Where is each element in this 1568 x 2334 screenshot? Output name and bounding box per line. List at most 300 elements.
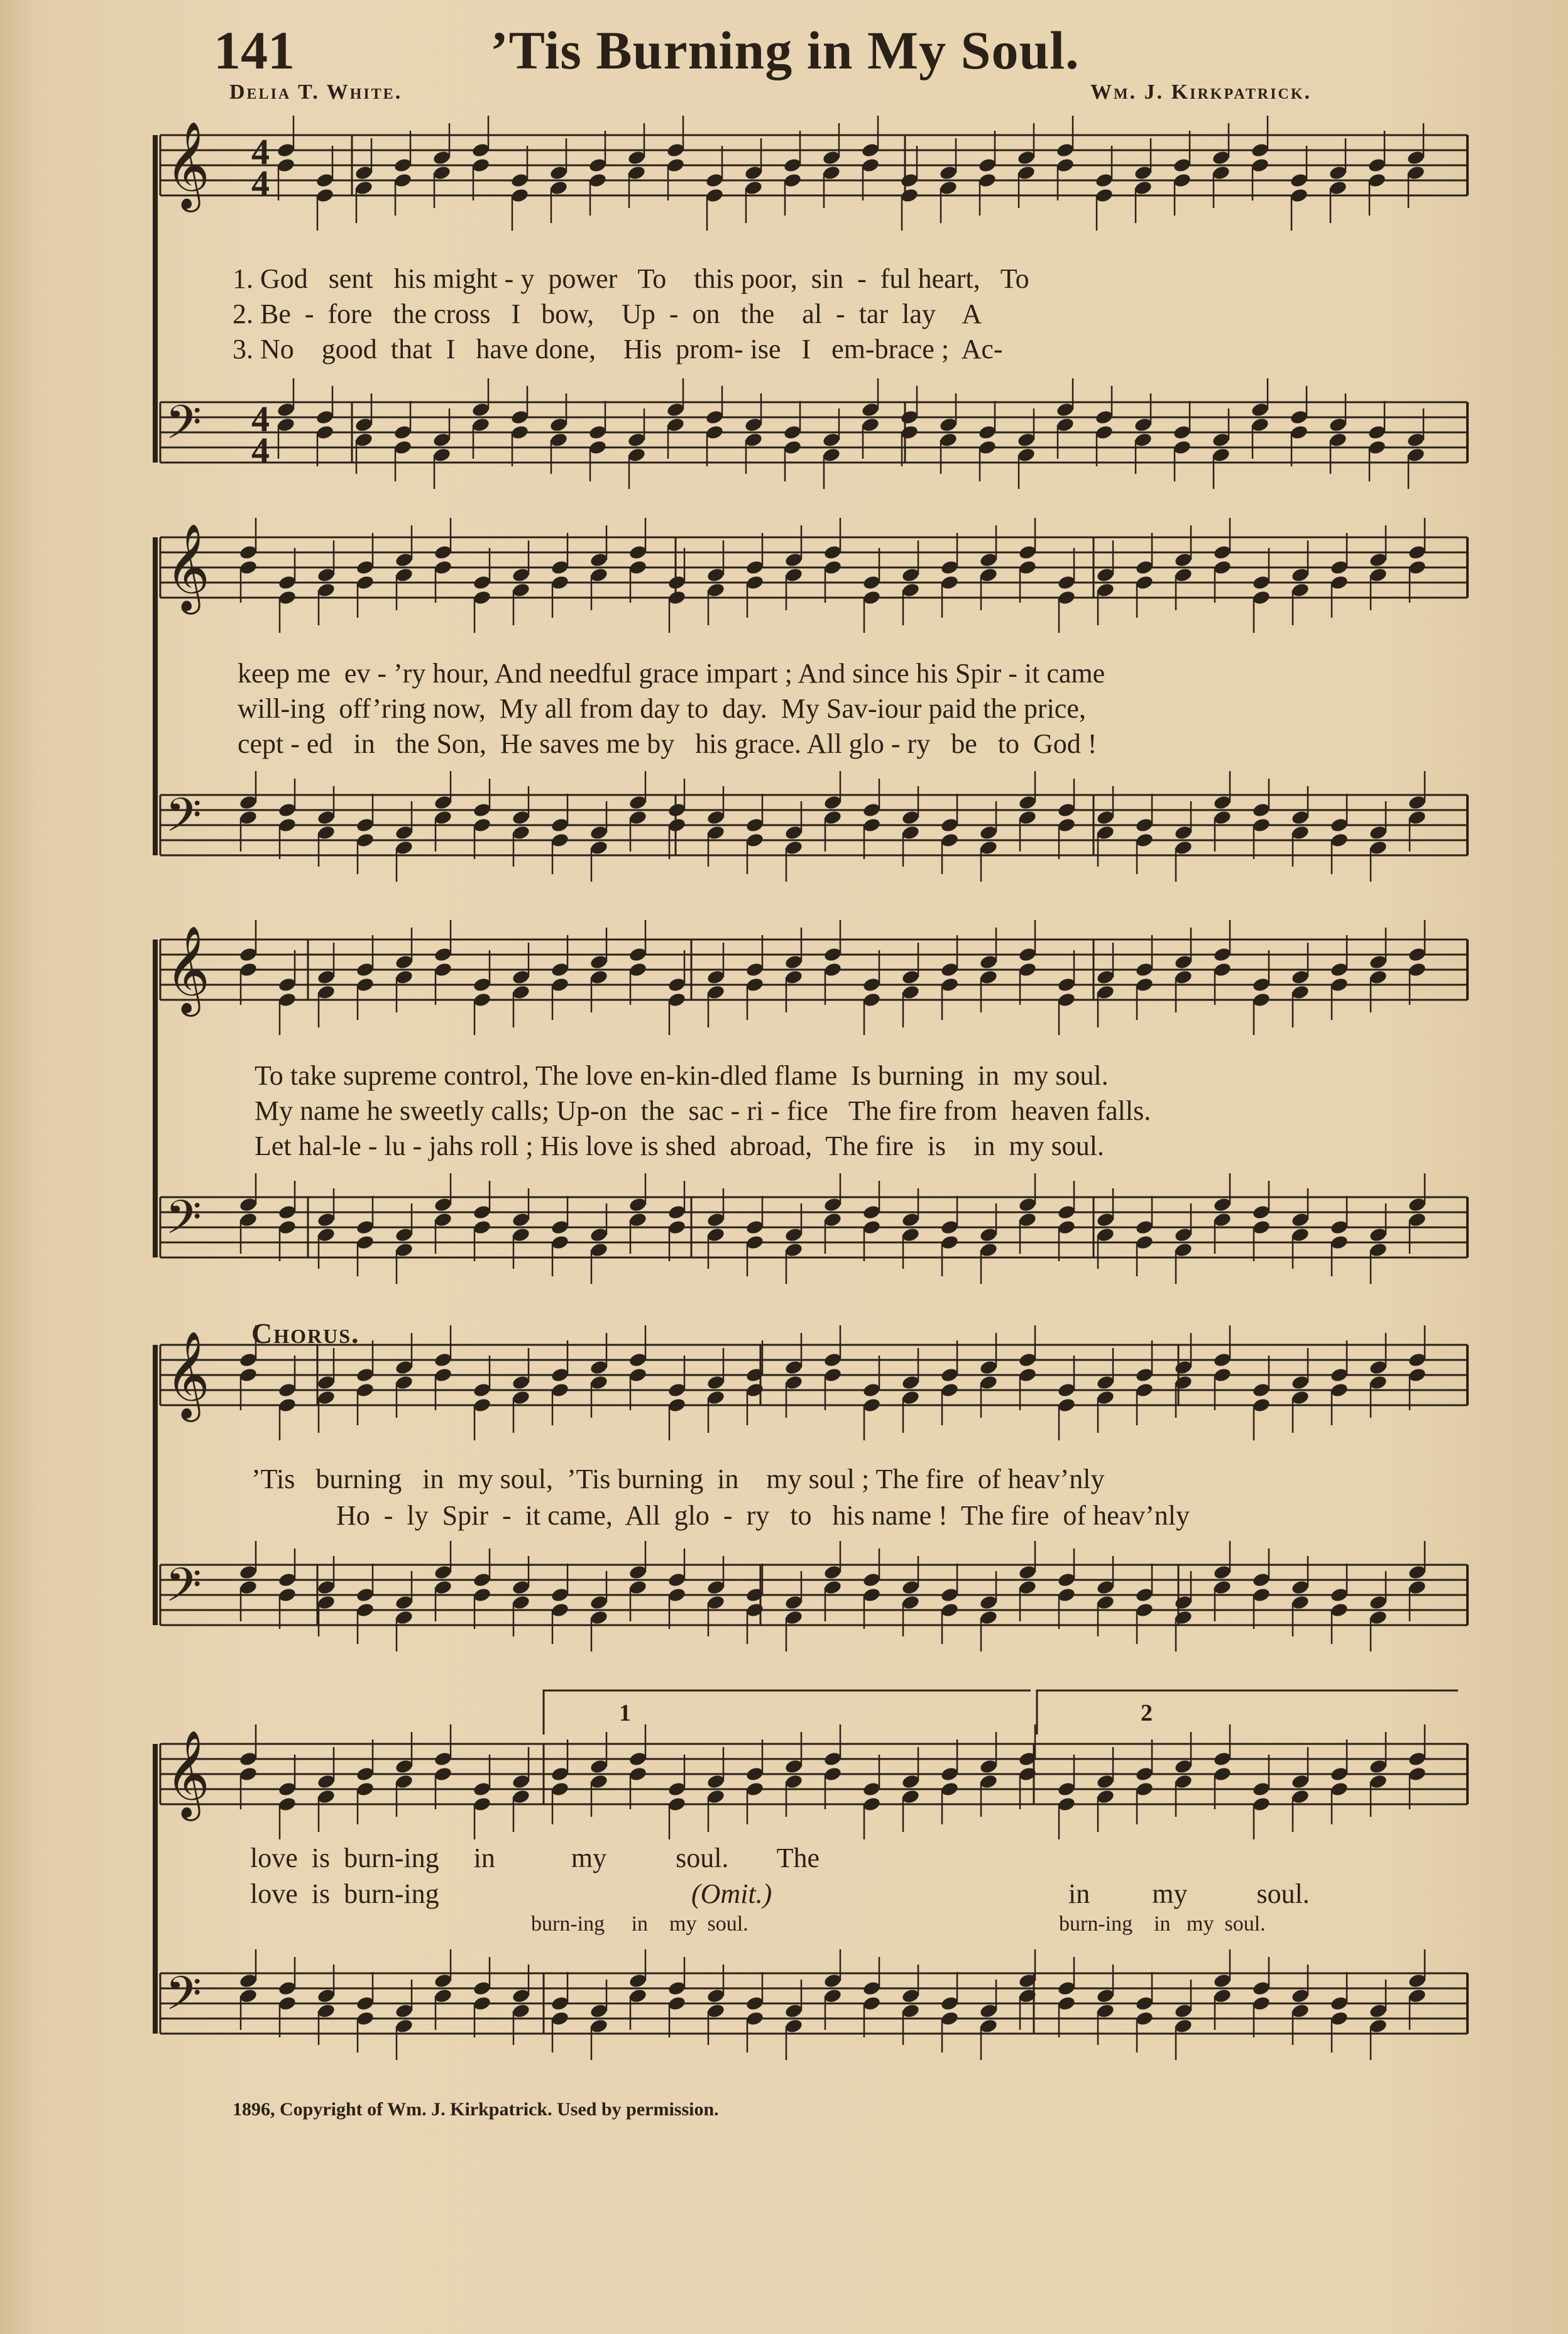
note-head [628, 544, 648, 561]
note-head [356, 2010, 375, 2027]
note-head [861, 142, 880, 158]
note-head [1096, 1374, 1116, 1391]
note-head [1017, 165, 1036, 181]
note-head [510, 172, 530, 189]
note-head [1017, 447, 1036, 463]
note-head [1096, 1227, 1116, 1243]
note-head [239, 1973, 258, 1989]
note-head [1330, 977, 1349, 993]
note-head [1135, 1219, 1154, 1235]
note-head [979, 1242, 999, 1258]
note-head [1252, 1397, 1271, 1413]
note-head [705, 409, 725, 425]
note-head [901, 1988, 921, 2004]
note-head [783, 424, 803, 441]
note-head [1057, 1587, 1077, 1603]
note-head [589, 567, 609, 583]
note-head [395, 969, 414, 985]
note-head [432, 165, 452, 181]
note-head [666, 402, 686, 418]
second-ending-words: in my soul. [1068, 1878, 1310, 1909]
note-head [551, 574, 570, 591]
note-head [356, 1587, 375, 1603]
chorus-label: Chorus. [251, 1317, 360, 1349]
note-head [473, 1980, 492, 1997]
note-head [1018, 544, 1038, 561]
note-head [1252, 1204, 1271, 1220]
note-head [1056, 402, 1075, 418]
note-head [317, 1212, 336, 1228]
note-head [940, 1234, 960, 1251]
note-head [356, 1602, 375, 1618]
note-head [979, 1773, 999, 1790]
note-head [1018, 794, 1038, 811]
note-head [549, 432, 569, 448]
note-head [1408, 1973, 1427, 1989]
note-head [395, 1242, 414, 1258]
note-head [979, 567, 999, 583]
bass-clef: 𝄢 [165, 1966, 202, 2032]
bass-clef: 𝄢 [165, 1190, 202, 1256]
note-head [277, 142, 296, 158]
note-head [784, 1773, 804, 1790]
note-head [1369, 825, 1388, 841]
note-head [317, 825, 336, 841]
note-head [1408, 1352, 1427, 1368]
note-head [395, 2003, 414, 2019]
note-head [432, 150, 452, 166]
note-head [1057, 1781, 1077, 1797]
note-head [356, 559, 375, 576]
note-head [823, 794, 843, 811]
final-line-b: love is burn-ing [250, 1878, 439, 1909]
note-head [1213, 1197, 1232, 1213]
note-head [1096, 825, 1116, 841]
note-head [1213, 1564, 1232, 1581]
note-head [589, 1374, 609, 1391]
note-head [551, 977, 570, 993]
note-head [784, 1758, 804, 1775]
note-head [356, 1367, 375, 1383]
note-head [1252, 1382, 1271, 1398]
note-head [551, 559, 570, 576]
note-head [667, 1382, 687, 1398]
note-head [1330, 817, 1349, 833]
note-head [512, 1212, 531, 1228]
note-head [627, 432, 647, 448]
note-head [589, 1773, 609, 1790]
note-head [706, 1227, 726, 1243]
note-head [434, 946, 453, 963]
note-head [512, 969, 531, 985]
note-head [627, 150, 647, 166]
note-head [395, 1374, 414, 1391]
note-head [979, 954, 999, 970]
note-head [1330, 1766, 1349, 1782]
note-head [1213, 794, 1232, 811]
note-head [705, 424, 725, 441]
note-head [940, 1766, 960, 1782]
note-head [512, 2003, 531, 2019]
note-head [784, 840, 804, 856]
note-head [901, 582, 921, 598]
note-head [434, 1212, 453, 1228]
note-head [862, 574, 882, 591]
note-head [434, 1988, 453, 2004]
note-head [1174, 969, 1193, 985]
note-head [1252, 1587, 1271, 1603]
note-head [1369, 552, 1388, 568]
note-head [1252, 1980, 1271, 1997]
treble-clef: 𝄞 [165, 1331, 210, 1418]
note-head [239, 559, 258, 576]
note-head [745, 817, 765, 833]
note-head [979, 1758, 999, 1775]
note-head [1369, 2003, 1388, 2019]
note-head [1096, 567, 1116, 583]
note-head [1330, 1587, 1349, 1603]
note-head [278, 1781, 297, 1797]
note-head [589, 1594, 609, 1611]
note-head [317, 1579, 336, 1596]
note-head [1135, 817, 1154, 833]
note-head [940, 1219, 960, 1235]
note-head [862, 817, 882, 833]
note-head [512, 809, 531, 826]
note-head [473, 1781, 492, 1797]
note-head [1408, 1751, 1427, 1767]
note-head [1330, 2010, 1349, 2027]
note-head [745, 1781, 765, 1797]
note-head [1369, 969, 1388, 985]
note-head [1017, 150, 1036, 166]
note-head [1369, 1773, 1388, 1790]
note-head [901, 809, 921, 826]
note-head [745, 1382, 765, 1398]
note-head [900, 409, 919, 425]
note-head [901, 969, 921, 985]
note-head [551, 1367, 570, 1383]
note-head [1291, 825, 1310, 841]
note-head [589, 1227, 609, 1243]
note-head [1135, 1382, 1154, 1398]
note-head [1174, 1773, 1193, 1790]
note-head [1291, 1789, 1310, 1805]
note-head [1252, 1995, 1271, 2012]
note-head [434, 1579, 453, 1596]
note-head [628, 1367, 648, 1383]
note-head [862, 1587, 882, 1603]
note-head [1213, 1352, 1232, 1368]
note-head [1134, 432, 1153, 448]
bass-clef: 𝄢 [165, 1558, 202, 1624]
note-head [1095, 424, 1114, 441]
note-head [1252, 802, 1271, 818]
note-head [627, 447, 647, 463]
note-head [239, 1988, 258, 2004]
note-head [551, 1995, 570, 2012]
note-head [1057, 1219, 1077, 1235]
note-head [317, 567, 336, 583]
note-head [551, 1219, 570, 1235]
note-head [979, 1227, 999, 1243]
note-head [784, 1609, 804, 1626]
note-head [1408, 962, 1427, 978]
note-head [356, 1781, 375, 1797]
treble-clef: 𝄞 [165, 523, 210, 611]
note-head [745, 1995, 765, 2012]
note-head [1291, 1212, 1310, 1228]
note-head [1213, 544, 1232, 561]
note-head [549, 180, 569, 196]
note-head [784, 954, 804, 970]
note-head [471, 417, 491, 433]
note-head [434, 1766, 453, 1782]
note-head [395, 840, 414, 856]
note-head [277, 417, 296, 433]
note-head [1135, 1234, 1154, 1251]
note-head [1252, 589, 1271, 606]
note-head [706, 582, 726, 598]
note-head [1135, 1367, 1154, 1383]
note-head [1057, 1382, 1077, 1398]
note-head [1329, 417, 1348, 433]
note-head [1408, 1988, 1427, 2004]
treble-clef: 𝄞 [165, 1730, 210, 1817]
note-head [940, 977, 960, 993]
note-head [1368, 439, 1387, 456]
note-head [1369, 1609, 1388, 1626]
note-head [589, 1758, 609, 1775]
note-head [783, 172, 803, 189]
note-head [1018, 962, 1038, 978]
note-head [317, 1389, 336, 1406]
note-head [1408, 794, 1427, 811]
hymn-title: ’Tis Burning in My Soul. [490, 20, 1080, 80]
note-head [1408, 559, 1427, 576]
note-head [667, 1781, 687, 1797]
note-head [354, 417, 374, 433]
note-head [667, 589, 687, 606]
final-line-a: love is burn-ing in my soul. The [250, 1843, 820, 1873]
note-head [667, 977, 687, 993]
note-head [1369, 1374, 1388, 1391]
note-head [939, 417, 958, 433]
note-head [862, 1204, 882, 1220]
note-head [784, 1374, 804, 1391]
note-head [278, 817, 297, 833]
note-head [706, 1374, 726, 1391]
note-head [1018, 1579, 1038, 1596]
note-head [1406, 447, 1426, 463]
note-head [666, 157, 686, 173]
note-head [823, 1212, 843, 1228]
note-head [473, 817, 492, 833]
note-head [1057, 817, 1077, 833]
note-head [239, 1751, 258, 1767]
verse-1-line-3: To take supreme control, The love en-kin-dled flame Is burning in my soul. [255, 1060, 1109, 1091]
note-head [979, 1359, 999, 1376]
note-head [589, 552, 609, 568]
note-head [1174, 840, 1193, 856]
note-head [1330, 1602, 1349, 1618]
note-head [1135, 1766, 1154, 1782]
note-head [1135, 1781, 1154, 1797]
note-head [473, 992, 492, 1008]
note-head [901, 1579, 921, 1596]
note-head [940, 1995, 960, 2012]
note-head [356, 1382, 375, 1398]
note-head [901, 1227, 921, 1243]
note-head [1291, 2003, 1310, 2019]
note-head [278, 574, 297, 591]
note-head [354, 432, 374, 448]
note-head [1212, 165, 1231, 181]
note-head [317, 984, 336, 1000]
note-head [1330, 832, 1349, 848]
note-head [940, 1382, 960, 1398]
note-head [356, 574, 375, 591]
note-head [239, 1212, 258, 1228]
note-head [901, 1374, 921, 1391]
note-head [862, 1219, 882, 1235]
note-head [1096, 2003, 1116, 2019]
note-head [473, 1587, 492, 1603]
note-head [1213, 1367, 1232, 1383]
note-head [1329, 165, 1348, 181]
note-head [1212, 150, 1231, 166]
note-head [861, 157, 880, 173]
note-head [589, 1359, 609, 1376]
chorus-line-1a: ’Tis burning in my soul, ’Tis burning in my soul ; The fire of heav’nly [251, 1464, 1105, 1494]
omit-marking: (Omit.) [691, 1878, 772, 1909]
note-head [434, 809, 453, 826]
note-head [551, 1781, 570, 1797]
note-head [706, 969, 726, 985]
note-head [395, 552, 414, 568]
bass-echo-words-2: burn-ing in my soul. [1059, 1912, 1266, 1936]
note-head [588, 439, 608, 456]
note-head [901, 825, 921, 841]
note-head [473, 1219, 492, 1235]
note-head [510, 409, 530, 425]
note-head [822, 447, 842, 463]
note-head [510, 187, 530, 204]
bass-echo-words-1: burn-ing in my soul. [531, 1912, 748, 1936]
note-head [823, 946, 843, 963]
note-head [666, 142, 686, 158]
note-head [940, 2010, 960, 2027]
note-head [628, 1352, 648, 1368]
note-head [239, 1352, 258, 1368]
note-head [434, 1352, 453, 1368]
time-signature-denominator: 4 [251, 430, 270, 471]
note-head [667, 1572, 687, 1588]
note-head [978, 424, 997, 441]
hymn-number: 141 [214, 20, 295, 80]
note-head [862, 1980, 882, 1997]
note-head [823, 1564, 843, 1581]
note-head [940, 574, 960, 591]
note-head [744, 180, 764, 196]
note-head [512, 1389, 531, 1406]
note-head [1330, 574, 1349, 591]
note-head [862, 589, 882, 606]
note-head [1291, 809, 1310, 826]
note-head [1330, 1219, 1349, 1235]
first-ending-number: 1 [619, 1700, 631, 1726]
note-head [745, 1219, 765, 1235]
note-head [393, 157, 413, 173]
note-head [1408, 1367, 1427, 1383]
note-head [317, 1773, 336, 1790]
note-head [979, 552, 999, 568]
copyright-notice: 1896, Copyright of Wm. J. Kirkpatrick. Used by permission. [233, 2099, 719, 2120]
note-head [278, 1995, 297, 2012]
note-head [706, 1773, 726, 1790]
note-head [1018, 809, 1038, 826]
note-head [551, 817, 570, 833]
note-head [239, 962, 258, 978]
note-head [628, 1751, 648, 1767]
note-head [393, 172, 413, 189]
note-head [705, 187, 725, 204]
note-head [1095, 187, 1114, 204]
note-head [628, 559, 648, 576]
note-head [901, 1594, 921, 1611]
note-head [939, 180, 958, 196]
note-head [1174, 2018, 1193, 2034]
note-head [549, 165, 569, 181]
note-head [628, 1212, 648, 1228]
note-head [783, 439, 803, 456]
note-head [1368, 424, 1387, 441]
note-head [667, 1587, 687, 1603]
note-head [434, 1564, 453, 1581]
note-head [1291, 1227, 1310, 1243]
note-head [354, 180, 374, 196]
note-head [1173, 439, 1192, 456]
note-head [1057, 1796, 1077, 1812]
note-head [901, 567, 921, 583]
note-head [1213, 559, 1232, 576]
note-head [1135, 1602, 1154, 1618]
note-head [784, 1594, 804, 1611]
note-head [1330, 1781, 1349, 1797]
note-head [317, 582, 336, 598]
note-head [823, 1579, 843, 1596]
note-head [356, 1234, 375, 1251]
note-head [551, 1234, 570, 1251]
note-head [512, 567, 531, 583]
note-head [512, 984, 531, 1000]
note-head [1213, 1212, 1232, 1228]
note-head [1330, 559, 1349, 576]
note-head [744, 432, 764, 448]
note-head [239, 1197, 258, 1213]
note-head [1329, 432, 1348, 448]
note-head [978, 439, 997, 456]
note-head [512, 582, 531, 598]
note-head [901, 2003, 921, 2019]
note-head [979, 2003, 999, 2019]
note-head [1251, 417, 1270, 433]
note-head [1252, 992, 1271, 1008]
note-head [784, 567, 804, 583]
note-head [1291, 1988, 1310, 2004]
composer-credit: Wm. J. Kirkpatrick. [1090, 80, 1312, 104]
note-head [628, 1564, 648, 1581]
